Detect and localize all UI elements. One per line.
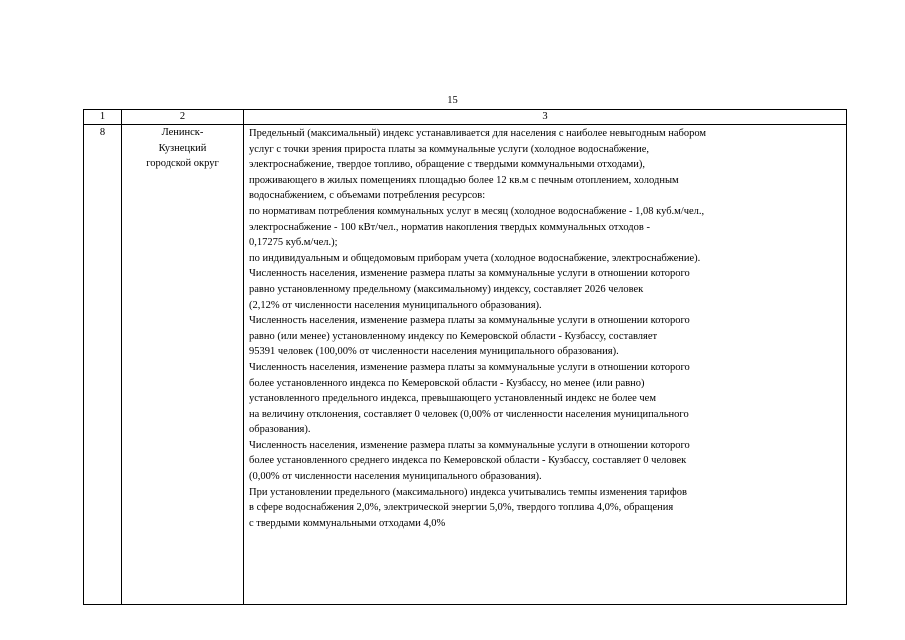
description-line: на величину отклонения, составляет 0 человек (0,00% от численности населения муниципального	[249, 408, 689, 420]
row-number: 8	[99, 127, 106, 138]
column-header-3: 3	[244, 110, 847, 125]
column-header-1: 1	[84, 110, 122, 125]
description-line: электроснабжение, твердое топливо, обращение с твердыми коммунальными отходами),	[249, 159, 646, 171]
row-number-cell	[84, 125, 122, 605]
description-line: 95391 человек (100,00% от численности населения муниципального образования).	[249, 346, 619, 358]
description-line: (2,12% от численности населения муниципального образования).	[249, 299, 542, 311]
description-line: в сфере водоснабжения 2,0%, электрической энергии 5,0%, твердого топлива 4,0%, обращения	[249, 502, 674, 514]
description-line: равно (или менее) установленному индексу по Кемеровской области - Кузбассу, составляет	[249, 330, 658, 342]
page-number: 15	[447, 95, 458, 106]
description-line: электроснабжение - 100 кВт/чел., норматив накопления твердых коммунальных отходов -	[249, 221, 650, 233]
description-line: 0,17275 куб.м/чел.);	[249, 237, 338, 249]
municipality-line: Ленинск-	[161, 127, 204, 138]
description-line: При установлении предельного (максимального) индекса учитывались темпы изменения тарифов	[249, 486, 687, 498]
description-line: по индивидуальным и общедомовым приборам учета (холодное водоснабжение, электроснабжение).	[249, 252, 701, 264]
description-line: услуг с точки зрения прироста платы за коммунальные услуги (холодное водоснабжение,	[249, 143, 650, 155]
municipality-line: городской округ	[146, 158, 219, 170]
table-header-row	[84, 110, 847, 125]
description-line: водоснабжением, с объемами потребления ресурсов:	[249, 190, 486, 202]
description-line: Численность населения, изменение размера платы за коммунальные услуги в отношении которого	[249, 361, 690, 373]
description-line: Предельный (максимальный) индекс устанавливается для населения с наиболее невыгодным набором	[249, 128, 707, 139]
column-header-2: 2	[122, 110, 244, 125]
description-line: (0,00% от численности населения муниципального образования).	[249, 471, 542, 483]
description-cell	[244, 125, 847, 605]
table-row	[84, 125, 847, 605]
municipality-cell	[122, 125, 244, 605]
municipality-line: Кузнецкий	[158, 142, 207, 154]
data-table	[83, 109, 847, 605]
description-line: Численность населения, изменение размера платы за коммунальные услуги в отношении которого	[249, 268, 690, 280]
description-line: более установленного среднего индекса по Кемеровской области - Кузбассу, составляет 0 человек	[249, 455, 687, 467]
description-line: установленного предельного индекса, превышающего установленный индекс не более чем	[249, 393, 656, 405]
description-line: с твердыми коммунальными отходами 4,0%	[249, 517, 446, 529]
description-line: образования).	[249, 424, 311, 436]
description-line: Численность населения, изменение размера платы за коммунальные услуги в отношении которого	[249, 315, 690, 327]
description-line: Численность населения, изменение размера платы за коммунальные услуги в отношении которого	[249, 439, 690, 451]
description-line: равно установленному предельному (максимальному) индексу, составляет 2026 человек	[249, 283, 644, 295]
description-line: более установленного индекса по Кемеровской области - Кузбассу, но менее (или равно)	[249, 377, 645, 389]
description-line: по нормативам потребления коммунальных услуг в месяц (холодное водоснабжение - 1,08 куб.м/чел.,	[249, 205, 705, 217]
description-line: проживающего в жилых помещениях площадью более 12 кв.м с печным отоплением, холодным	[249, 174, 679, 186]
